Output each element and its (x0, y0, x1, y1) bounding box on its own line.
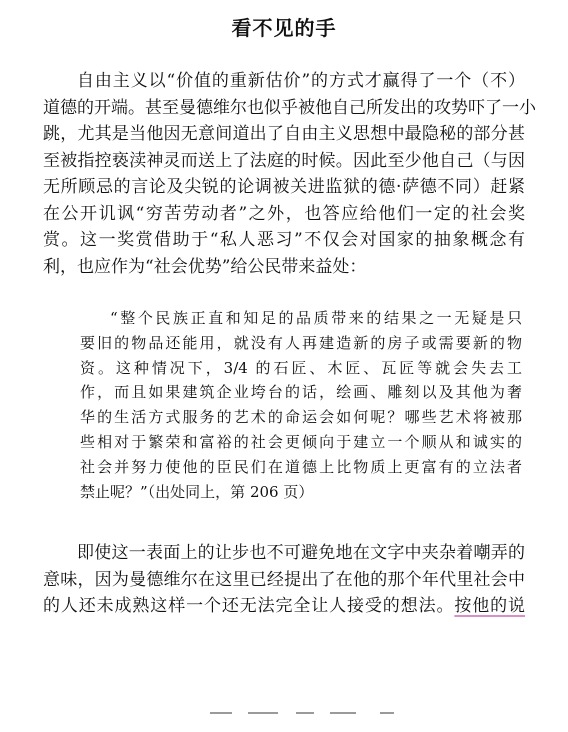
body-paragraph-2 (43, 540, 525, 620)
block-quote (80, 306, 522, 504)
text-line: 跳，尤其是当他因无意间道出了自由主义思想中最隐秘的部分甚 (43, 124, 525, 144)
text-segment: 的人还未成熟这样一个还无法完全让人接受的想法。 (43, 596, 455, 616)
body-paragraph-1 (43, 68, 536, 280)
quote-line: 华的生活方式服务的艺术的命运会如何呢？哪些艺术将被那 (80, 408, 522, 427)
scan-edge-marks (200, 710, 420, 716)
quote-line: 些相对于繁荣和富裕的社会更倾向于建立一个顺从和诚实的 (80, 432, 522, 451)
text-line: 无所顾忌的言论及尖锐的论调被关进监狱的德·萨德不同）赶紧 (43, 177, 525, 197)
text-line: 赏。这一奖赏借助于“私人恶习”不仅会对国家的抽象概念有 (43, 230, 525, 250)
quote-line: 资。这种情况下，3/4 的石匠、木匠、瓦匠等就会失去工 (80, 358, 522, 377)
text-line: 道德的开端。甚至曼德维尔也似乎被他自己所发出的攻势吓了一小 (43, 97, 536, 118)
page-title: 看不见的手 (231, 16, 337, 40)
text-line: 在公开讥讽“穷苦劳动者”之外，也答应给他们一定的社会奖 (43, 203, 525, 224)
text-line: 自由主义以“价值的重新估价”的方式才赢得了一个（不） (77, 71, 525, 91)
quote-line: 禁止呢？”（出处同上，第 206 页） (80, 482, 314, 501)
text-line: 利，也应作为“社会优势”给公民带来益处： (43, 256, 367, 277)
text-line: 至被指控亵渎神灵而送上了法庭的时候。因此至少他自己（与因 (43, 150, 525, 171)
quote-line: 作，而且如果建筑企业垮台的话，绘画、雕刻以及其他为奢 (80, 383, 522, 402)
text-line: 即使这一表面上的让步也不可避免地在文字中夹杂着嘲弄的 (77, 543, 525, 563)
quote-line: “整个民族正直和知足的品质带来的结果之一无疑是只 (110, 309, 522, 327)
text-line: 意味，因为曼德维尔在这里已经提出了在他的那个年代里社会中 (43, 569, 525, 590)
quote-line: 社会并努力使他的臣民们在道德上比物质上更富有的立法者 (80, 457, 522, 476)
highlighted-text: 按他的说 (454, 596, 526, 616)
quote-line: 要旧的物品还能用，就没有人再建造新的房子或需要新的物 (80, 333, 522, 352)
text-line-with-highlight (43, 593, 525, 620)
